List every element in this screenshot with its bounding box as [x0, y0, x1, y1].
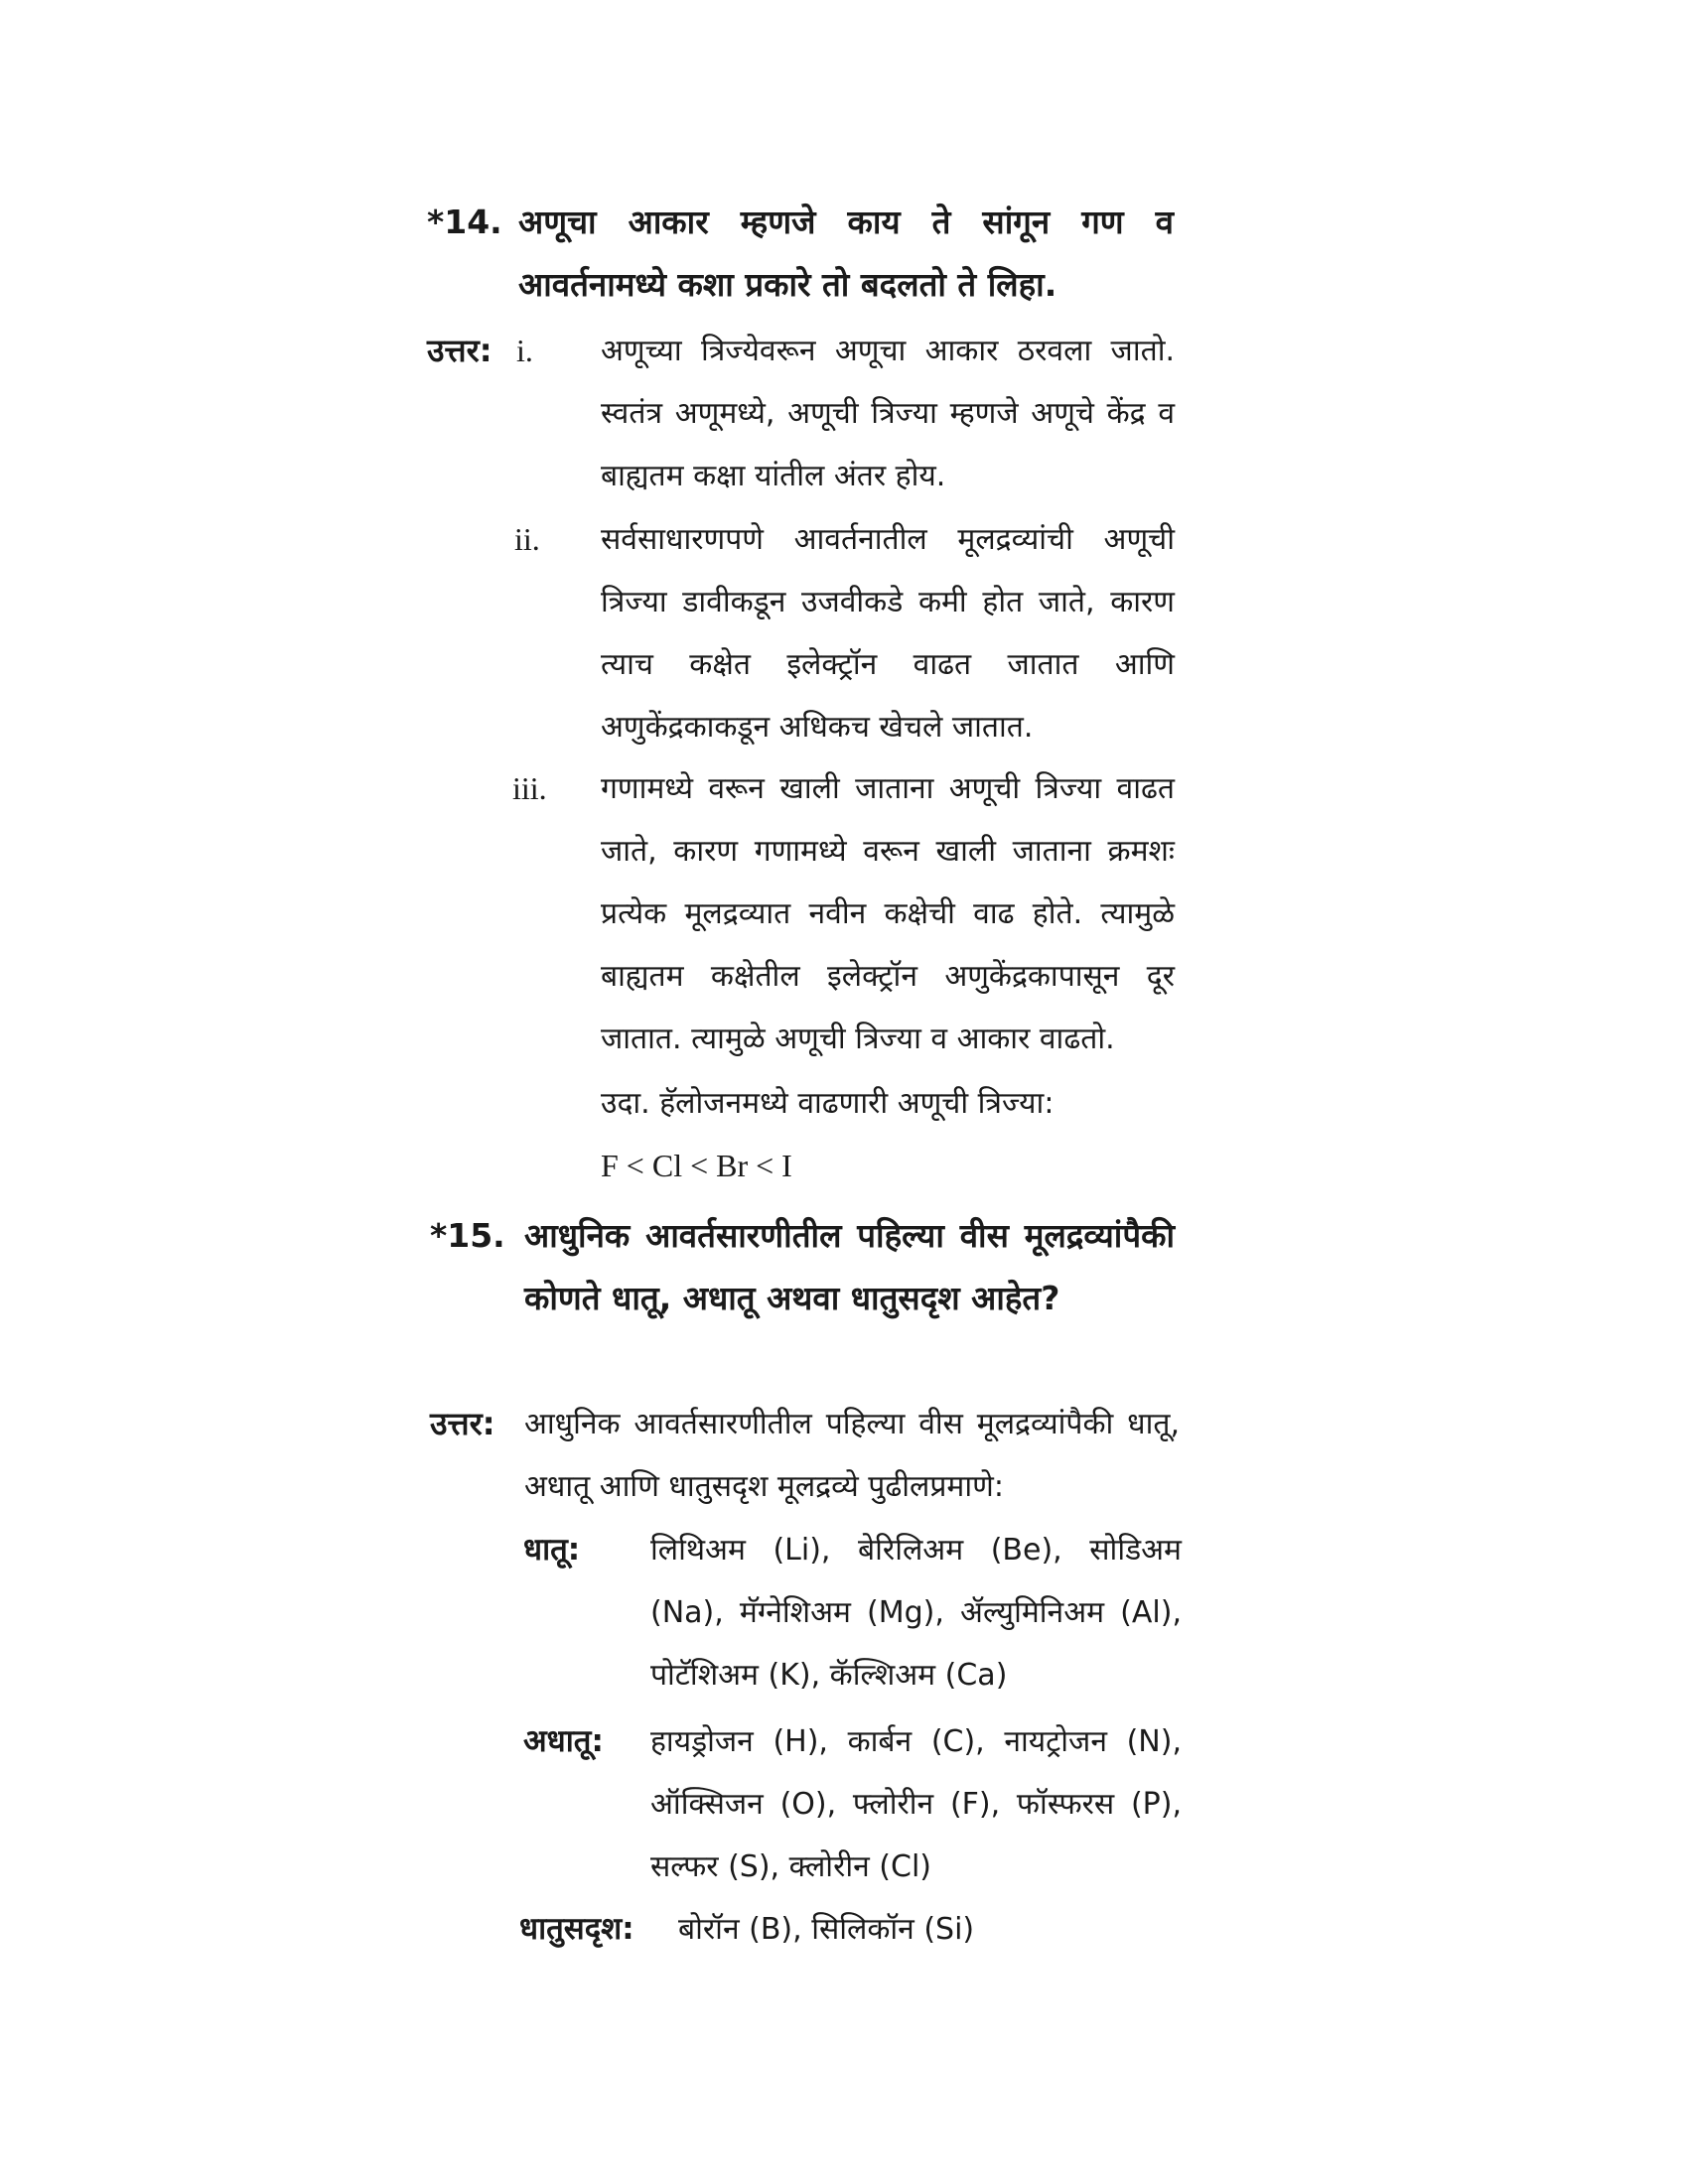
answer-14-point-1-marker: i. [516, 333, 533, 368]
question-15-number: *15. [430, 1216, 505, 1255]
answer-14-point-3-marker: iii. [512, 770, 547, 806]
answer-14-point-3-text: गणामध्ये वरून खाली जाताना अणूची त्रिज्या वाढत जाते, कारण गणामध्ये वरून खाली जाताना क्रमशः प्रत्येक मूलद्रव्यात नवीन कक्षेची वाढ होते. त्यामुळे बाह्यतम कक्षेतील इलेक्ट्रॉन अणुकेंद्रकापासून दूर जातात. त्यामुळे अणूची त्रिज्या व आकार वाढतो. [601, 771, 1175, 1056]
answer-14-example: उदा. हॅलोजनमध्ये वाढणारी अणूची त्रिज्या: [601, 1086, 1055, 1121]
metals-label: धातू: [523, 1532, 581, 1568]
answer-14-point-1-text: अणूच्या त्रिज्येवरून अणूचा आकार ठरवला जातो. स्वतंत्र अणूमध्ये, अणूची त्रिज्या म्हणजे अणूचे केंद्र व बाह्यतम कक्षा यांतील अंतर होय. [601, 334, 1175, 493]
halogen-radius-order: F < Cl < Br < I [601, 1148, 792, 1183]
answer-14-label: उत्तर: [427, 332, 492, 369]
answer-15-label: उत्तर: [430, 1405, 495, 1442]
answer-15-intro: आधुनिक आवर्तसारणीतील पहिल्या वीस मूलद्रव्यांपैकी धातू, अधातू आणि धातुसदृश मूलद्रव्ये पुढीलप्रमाणे: [524, 1407, 1180, 1504]
question-15-text: आधुनिक आवर्तसारणीतील पहिल्या वीस मूलद्रव्यांपैकी कोणते धातू, अधातू अथवा धातुसदृश आहेत? [524, 1216, 1175, 1317]
nonmetals-label: अधातू: [523, 1723, 604, 1759]
question-14-number: *14. [427, 203, 502, 241]
metalloids-list: बोरॉन (B), सिलिकॉन (Si) [678, 1912, 975, 1947]
question-14-text: अणूचा आकार म्हणजे काय ते सांगून गण व आवर्तनामध्ये कशा प्रकारे तो बदलतो ते लिहा. [518, 203, 1174, 304]
answer-14-point-2-text: सर्वसाधारणपणे आवर्तनातील मूलद्रव्यांची अणूची त्रिज्या डावीकडून उजवीकडे कमी होत जाते, कारण त्याच कक्षेत इलेक्ट्रॉन वाढत जातात आणि अणुकेंद्रकाकडून अधिकच खेचले जातात. [601, 522, 1175, 745]
metals-list: लिथिअम (Li), बेरिलिअम (Be), सोडिअम (Na), मॅग्नेशिअम (Mg), ॲल्युमिनिअम (Al), पोटॅशिअम (K), कॅल्शिअम (Ca) [650, 1533, 1182, 1693]
answer-14-point-2-marker: ii. [514, 521, 540, 557]
metalloids-label: धातुसदृश: [519, 1911, 634, 1947]
nonmetals-list: हायड्रोजन (H), कार्बन (C), नायट्रोजन (N), ऑक्सिजन (O), फ्लोरीन (F), फॉस्फरस (P), सल्फर (S), क्लोरीन (Cl) [650, 1724, 1182, 1884]
